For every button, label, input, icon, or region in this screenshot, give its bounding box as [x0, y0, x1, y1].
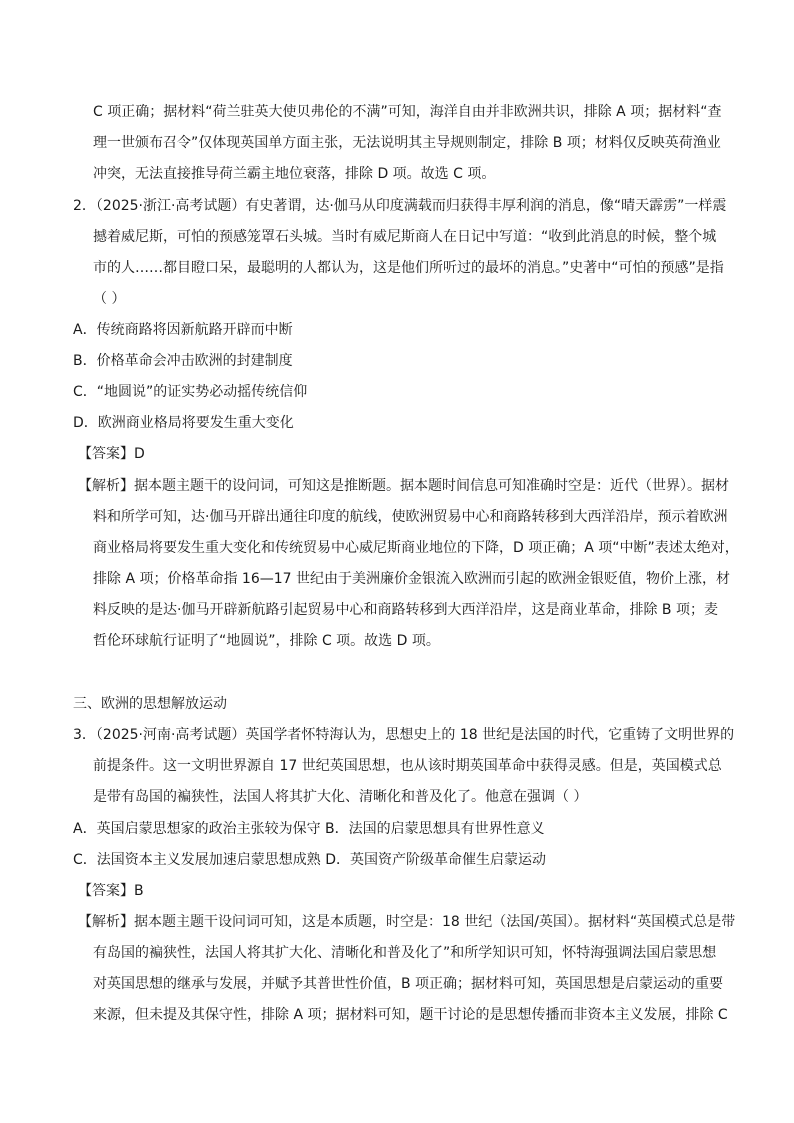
- q3-analysis-line: 【解析】据本题主题干设问词可知，这是本质题，时空是：18 世纪（法国/英国）。据材料“英国模式总是带: [78, 914, 736, 930]
- q1-analysis-line: 理一世颁布召令”仅体现英国单方面主张，无法说明其主导规则制定，排除 B 项；材料仅反映英荷渔业: [93, 135, 721, 151]
- q2-stem-line: 撼着威尼斯，可怕的预感笼罩石头城。当时有威尼斯商人在日记中写道：“收到此消息的时候，整个城: [93, 229, 717, 245]
- q2-answer: 【答案】D: [78, 446, 145, 462]
- q2-option-c: C．“地圆说”的证实势必动摇传统信仰: [73, 384, 308, 400]
- q2-option-b: B．价格革命会冲击欧洲的封建制度: [73, 353, 293, 369]
- section-title: 三、欧洲的思想解放运动: [73, 696, 227, 712]
- q1-analysis-line: 冲突，无法直接推导荷兰霸主地位衰落，排除 D 项。故选 C 项。: [93, 166, 496, 182]
- q2-analysis-line: 哲伦环球航行证明了“地圆说”，排除 C 项。故选 D 项。: [93, 633, 440, 649]
- q3-analysis-line: 来源，但未提及其保守性，排除 A 项；据材料可知，题干讨论的是思想传播而非资本主义发展，排除 C: [93, 1007, 728, 1023]
- q3-answer: 【答案】B: [78, 883, 144, 899]
- q2-stem-line: 市的人……都目瞪口呆，最聪明的人都认为，这是他们所听过的最坏的消息。”史著中“可怕的预感”是指: [93, 260, 724, 276]
- q1-analysis-line: C 项正确；据材料“荷兰驻英大使贝弗伦的不满”可知，海洋自由并非欧洲共识，排除 A 项；据材料“查: [93, 104, 722, 120]
- q2-analysis-line: 【解析】据本题主题干的设问词，可知这是推断题。据本题时间信息可知准确时空是：近代（世界）。据材: [78, 478, 729, 494]
- q2-analysis-line: 料和所学可知，达·伽马开辟出通往印度的航线，使欧洲贸易中心和商路转移到大西洋沿岸，预示着欧洲: [93, 509, 728, 525]
- q3-analysis-line: 有岛国的褊狭性，法国人将其扩大化、清晰化和普及化了”和所学知识可知，怀特海强调法国启蒙思想: [93, 945, 717, 961]
- q3-stem-line: 3．（2025·河南·高考试题）英国学者怀特海认为，思想史上的 18 世纪是法国的时代，它重铸了文明世界的: [73, 727, 735, 743]
- q3-stem-line: 前提条件。这一文明世界源自 17 世纪英国思想，也从该时期英国革命中获得灵感。但是，英国模式总: [93, 758, 722, 774]
- q2-answer-blank: （ ）: [93, 291, 126, 307]
- q2-stem-line: 2．（2025·浙江·高考试题）有史著谓，达·伽马从印度满载而归获得丰厚利润的消息，像“晴天霹雳”一样震: [73, 198, 727, 214]
- q3-options-cd: C．法国资本主义发展加速启蒙思想成熟 D．英国资产阶级革命催生启蒙运动: [73, 852, 547, 868]
- q2-analysis-line: 料反映的是达·伽马开辟新航路引起贸易中心和商路转移到大西洋沿岸，这是商业革命，排除 B 项；麦: [93, 602, 718, 618]
- q2-analysis-line: 商业格局将要发生重大变化和传统贸易中心威尼斯商业地位的下降，D 项正确；A 项“中断”表述太绝对，: [93, 540, 739, 556]
- q2-option-d: D．欧洲商业格局将要发生重大变化: [73, 415, 294, 431]
- q3-stem-line: 是带有岛国的褊狭性，法国人将其扩大化、清晰化和普及化了。他意在强调（ ）: [93, 789, 588, 805]
- q3-analysis-line: 对英国思想的继承与发展，并赋予其普世性价值，B 项正确；据材料可知，英国思想是启蒙运动的重要: [93, 976, 724, 992]
- q2-option-a: A．传统商路将因新航路开辟而中断: [73, 322, 293, 338]
- q2-analysis-line: 排除 A 项；价格革命指 16—17 世纪由于美洲廉价金银流入欧洲而引起的欧洲金银贬值，物价上涨，材: [93, 571, 731, 587]
- q3-options-ab: A．英国启蒙思想家的政治主张较为保守 B．法国的启蒙思想具有世界性意义: [73, 821, 545, 837]
